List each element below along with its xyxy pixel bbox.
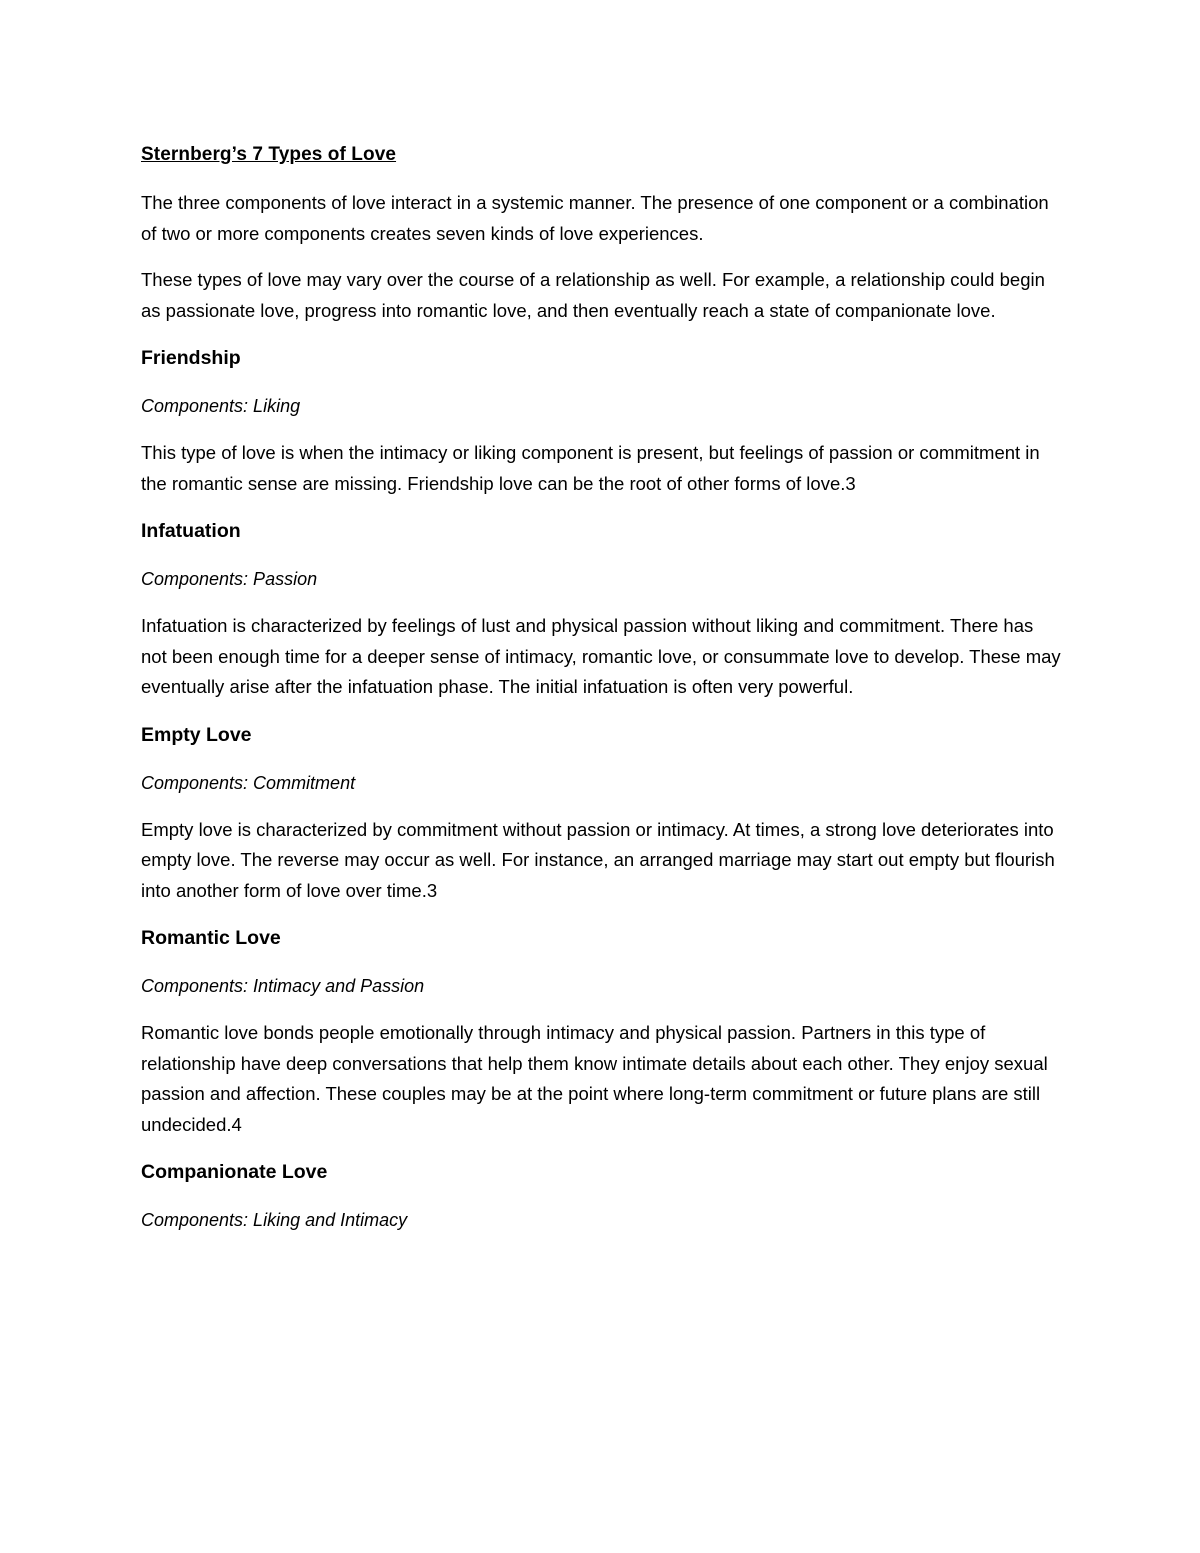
section-components-infatuation: Components: Passion — [141, 569, 318, 589]
intro-paragraph-2: These types of love may vary over the course of a relationship as well. For example, a relationship could begin as passionate love, progress into romantic love, and then eventually reach a state of companionate love. — [141, 269, 1045, 321]
intro-paragraph-1: The three components of love interact in a systemic manner. The presence of one component or a combination of two or more components creates seven kinds of love experiences. — [141, 192, 1049, 244]
section-components-empty-love: Components: Commitment — [141, 772, 356, 793]
section-heading-friendship: Friendship — [141, 347, 241, 369]
section-body-romantic-love: Romantic love bonds people emotionally through intimacy and physical passion. Partners in this type of relationship have deep conversations that help them know intimate details about each other. They enjoy sexual passion and affection. These couples may be at the point where long-term commitment or future plans are still undecided.4 — [141, 1022, 1048, 1135]
section-body-infatuation: Infatuation is characterized by feelings of lust and physical passion without liking and commitment. There has not been enough time for a deeper sense of intimacy, romantic love, or consummate love to develop. These may eventually arise after the infatuation phase. The initial infatuation is often very powerful. — [141, 615, 1061, 697]
section-body-empty-love: Empty love is characterized by commitment without passion or intimacy. At times, a strong love deteriorates into empty love. The reverse may occur as well. For instance, an arranged marriage may start out empty but flourish into another form of love over time.3 — [141, 818, 1055, 901]
section-components-companionate-love: Components: Liking and Intimacy — [141, 1210, 408, 1230]
document-title: Sternberg’s 7 Types of Love — [141, 144, 397, 165]
section-heading-romantic-love: Romantic Love — [141, 927, 281, 949]
document-body — [141, 138, 1061, 1252]
section-components-friendship: Components: Liking — [141, 396, 301, 416]
section-heading-empty-love: Empty Love — [141, 723, 252, 746]
section-heading-companionate-love: Companionate Love — [141, 1161, 328, 1183]
section-components-romantic-love: Components: Intimacy and Passion — [141, 976, 425, 996]
section-body-friendship: This type of love is when the intimacy or liking component is present, but feelings of passion or commitment in the romantic sense are missing. Friendship love can be the root of other forms of love.3 — [141, 442, 1040, 494]
section-heading-infatuation: Infatuation — [141, 520, 241, 542]
